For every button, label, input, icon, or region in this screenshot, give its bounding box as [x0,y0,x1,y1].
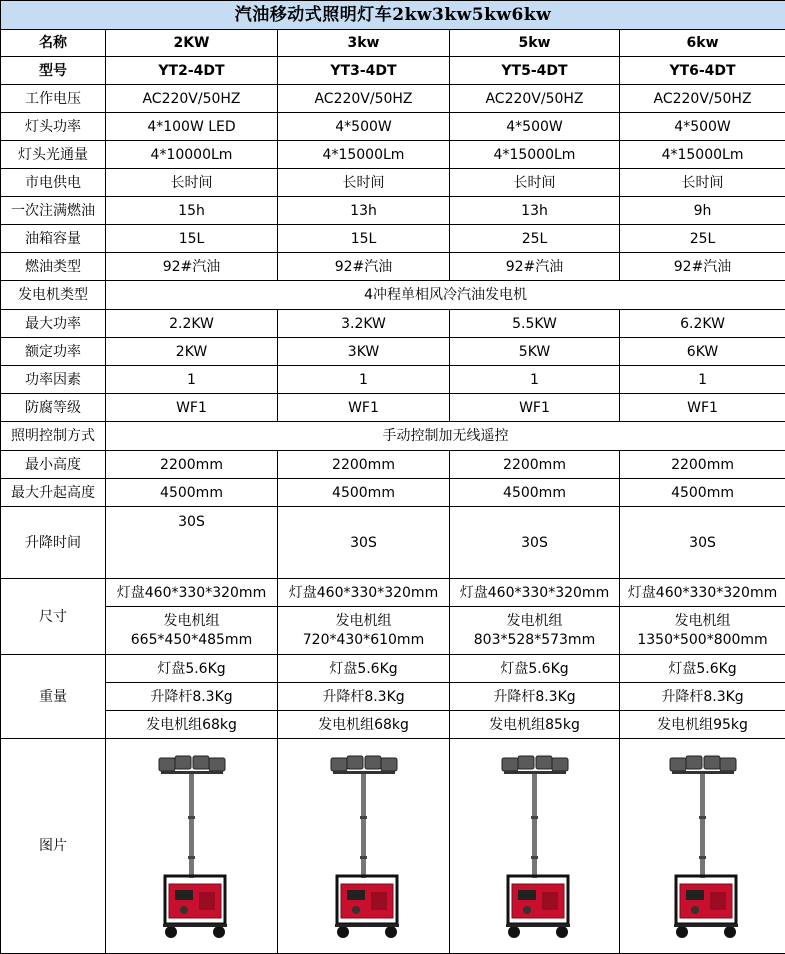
cell-value: WF1 [620,394,785,422]
row-label: 市电供电 [1,169,106,197]
cell-value: 3.2KW [278,310,450,338]
row-label: 最大功率 [1,310,106,338]
photo-cell [450,739,620,954]
cell-value: 发电机组68kg [106,711,278,739]
cell-value: 4*15000Lm [450,141,620,169]
cell-sublabel: 发电机组 [675,613,731,629]
cell-value [278,607,450,655]
cell-value: WF1 [450,394,620,422]
cell-value: 4500mm [450,479,620,507]
cell-value: 4500mm [106,479,278,507]
cell-value [106,607,278,655]
row-label: 防腐等级 [1,394,106,422]
light-tower-generator-icon [106,746,277,946]
cell-value: 25L [450,225,620,253]
row-weight-lamp [1,655,785,683]
cell-value: 4*10000Lm [106,141,278,169]
cell-value: 2KW [106,30,278,57]
cell-value [450,607,620,655]
light-tower-generator-icon [450,746,619,946]
row-label: 一次注满燃油 [1,197,106,225]
cell-dimension: 1350*500*800mm [637,632,767,648]
cell-value: 15h [106,197,278,225]
row-lift-time [1,507,785,579]
row-label: 发电机类型 [1,281,106,310]
row-weight-generator [1,711,785,739]
cell-value: 2200mm [278,451,450,479]
cell-value: YT3-4DT [278,57,450,85]
cell-value: 92#汽油 [450,253,620,281]
title-row [1,1,785,30]
cell-value: YT2-4DT [106,57,278,85]
cell-value: YT6-4DT [620,57,785,85]
cell-value: 长时间 [278,169,450,197]
cell-dimension: 665*450*485mm [131,632,252,648]
cell-value: 4冲程单相风冷汽油发电机 [106,281,785,310]
cell-value: 15L [106,225,278,253]
row-max-height [1,479,785,507]
cell-value: 6kw [620,30,785,57]
light-tower-generator-icon [278,746,449,946]
row-label: 型号 [1,57,106,85]
cell-sublabel: 发电机组 [164,613,220,629]
cell-value: 灯盘460*330*320mm [278,579,450,607]
cell-value: 灯盘5.6Kg [278,655,450,683]
cell-value: 发电机组85kg [450,711,620,739]
row-label: 最小高度 [1,451,106,479]
cell-value: 30S [450,507,620,579]
cell-value: 30S [278,507,450,579]
row-weight-pole [1,683,785,711]
cell-value: 1 [106,366,278,394]
row-size-generator [1,607,785,655]
row-max-power [1,310,785,338]
cell-value: 升降杆8.3Kg [106,683,278,711]
cell-value: 4*100W LED [106,113,278,141]
row-photo [1,739,785,954]
cell-sublabel: 发电机组 [336,613,392,629]
row-label: 灯头光通量 [1,141,106,169]
row-mains [1,169,785,197]
cell-value: 4500mm [620,479,785,507]
table-title: 汽油移动式照明灯车2kw3kw5kw6kw [1,1,785,30]
cell-value: 4*500W [278,113,450,141]
cell-value: 发电机组68kg [278,711,450,739]
photo-cell [106,739,278,954]
cell-value: 6.2KW [620,310,785,338]
cell-value: WF1 [278,394,450,422]
cell-value: 4*15000Lm [620,141,785,169]
row-min-height [1,451,785,479]
row-label: 尺寸 [1,579,106,655]
cell-value: 2KW [106,338,278,366]
cell-value: 15L [278,225,450,253]
cell-value: 2200mm [450,451,620,479]
photo-cell [620,739,785,954]
row-protection [1,394,785,422]
cell-value: 长时间 [450,169,620,197]
row-lumen [1,141,785,169]
cell-value: 5.5KW [450,310,620,338]
cell-value: 灯盘460*330*320mm [450,579,620,607]
row-label: 图片 [1,739,106,954]
cell-value: 2.2KW [106,310,278,338]
cell-value: 3KW [278,338,450,366]
row-label: 额定功率 [1,338,106,366]
cell-value: 4*15000Lm [278,141,450,169]
row-model [1,57,785,85]
row-rated-power [1,338,785,366]
cell-value: WF1 [106,394,278,422]
row-label: 升降时间 [1,507,106,579]
row-name [1,30,785,57]
cell-value: 25L [620,225,785,253]
cell-value: AC220V/50HZ [450,85,620,113]
cell-value: 长时间 [106,169,278,197]
cell-value: 灯盘460*330*320mm [620,579,785,607]
cell-value: 13h [278,197,450,225]
cell-dimension: 803*528*573mm [474,632,595,648]
cell-value: AC220V/50HZ [106,85,278,113]
row-label: 照明控制方式 [1,422,106,451]
cell-value: 长时间 [620,169,785,197]
row-label: 油箱容量 [1,225,106,253]
row-control [1,422,785,451]
cell-value: 升降杆8.3Kg [450,683,620,711]
cell-value: 30S [620,507,785,579]
row-label: 燃油类型 [1,253,106,281]
cell-value: 1 [620,366,785,394]
cell-value: 灯盘5.6Kg [450,655,620,683]
cell-value: 升降杆8.3Kg [620,683,785,711]
cell-value: 92#汽油 [620,253,785,281]
row-size-lamp [1,579,785,607]
row-label: 名称 [1,30,106,57]
row-lamp-power [1,113,785,141]
cell-value: 灯盘460*330*320mm [106,579,278,607]
cell-value: 92#汽油 [278,253,450,281]
cell-value: AC220V/50HZ [278,85,450,113]
cell-value: YT5-4DT [450,57,620,85]
row-label: 最大升起高度 [1,479,106,507]
light-tower-generator-icon [620,746,785,946]
row-label: 灯头功率 [1,113,106,141]
cell-value: 2200mm [620,451,785,479]
cell-value: 3kw [278,30,450,57]
cell-value: 4500mm [278,479,450,507]
row-label: 功率因素 [1,366,106,394]
row-power-factor [1,366,785,394]
cell-value: 1 [278,366,450,394]
cell-value: 92#汽油 [106,253,278,281]
row-label: 工作电压 [1,85,106,113]
cell-value: 灯盘5.6Kg [620,655,785,683]
cell-value: 升降杆8.3Kg [278,683,450,711]
cell-value: 手动控制加无线遥控 [106,422,785,451]
cell-value: 5kw [450,30,620,57]
row-runtime [1,197,785,225]
row-voltage [1,85,785,113]
cell-value: 9h [620,197,785,225]
cell-value: 13h [450,197,620,225]
cell-dimension: 720*430*610mm [303,632,424,648]
cell-value: AC220V/50HZ [620,85,785,113]
row-label: 重量 [1,655,106,739]
row-fuel [1,253,785,281]
cell-value: 发电机组95kg [620,711,785,739]
photo-cell [278,739,450,954]
row-tank [1,225,785,253]
cell-value: 4*500W [450,113,620,141]
cell-sublabel: 发电机组 [507,613,563,629]
cell-value: 2200mm [106,451,278,479]
cell-value: 6KW [620,338,785,366]
cell-value: 灯盘5.6Kg [106,655,278,683]
cell-value: 5KW [450,338,620,366]
cell-value: 1 [450,366,620,394]
cell-value [620,607,785,655]
row-generator-type [1,281,785,310]
cell-value: 4*500W [620,113,785,141]
cell-value: 30S [106,507,278,579]
